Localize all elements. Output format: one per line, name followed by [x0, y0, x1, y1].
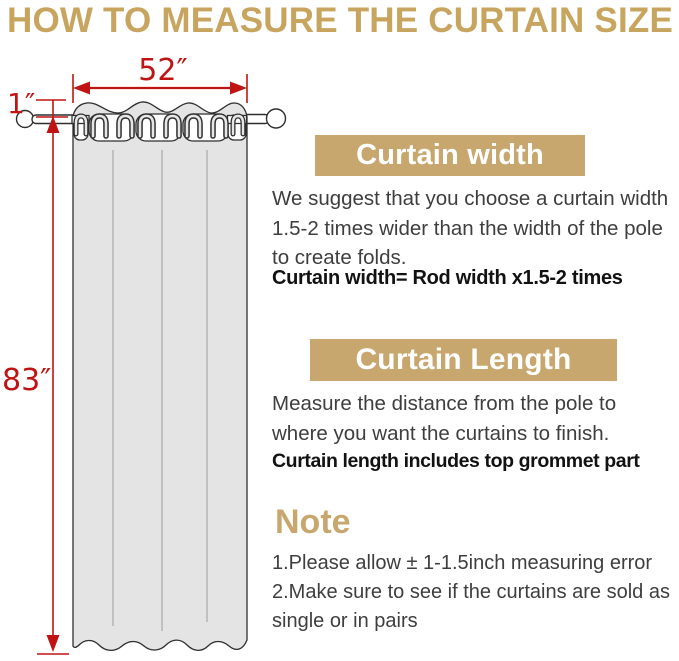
curtain-width-body: We suggest that you choose a curtain width 1.5-2 times wider than the width of the pole to create folds.: [272, 187, 669, 269]
page-title: HOW TO MEASURE THE CURTAIN SIZE: [7, 1, 674, 40]
rod-width-label: 52″: [138, 53, 188, 88]
grommet-top-label: 1″: [7, 87, 36, 120]
rod-finial-right: [267, 109, 286, 128]
curtain-length-formula: Curtain length includes top grommet part: [272, 450, 640, 472]
curtain-length-label: 83″: [2, 363, 52, 398]
curtain-panel: [73, 102, 247, 650]
curtain-width-heading-label: Curtain width: [356, 139, 544, 171]
curtain-length-heading: [310, 339, 617, 381]
note-list: [272, 549, 679, 636]
curtain-length-heading-label: Curtain Length: [355, 343, 572, 376]
curtain-diagram: [0, 0, 300, 661]
curtain-length-body: Measure the distance from the pole to where you want the curtains to finish.: [272, 392, 617, 445]
curtain-width-heading: [315, 135, 585, 176]
note-item-2: 2.Make sure to see if the curtains are sold as single or in pairs: [272, 581, 670, 632]
curtain-width-formula: Curtain width= Rod width x1.5-2 times: [272, 267, 623, 289]
note-heading: Note: [275, 503, 351, 541]
note-item-1: 1.Please allow ± 1-1.5inch measuring error: [272, 552, 653, 574]
